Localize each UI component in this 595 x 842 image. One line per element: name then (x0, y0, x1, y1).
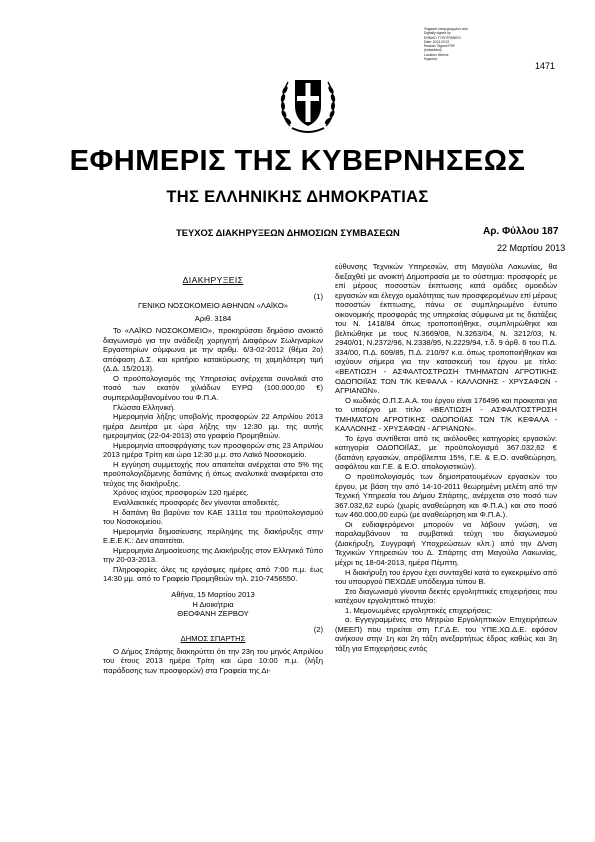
issue-series: ΤΕΥΧΟΣ ΔΙΑΚΗΡΥΞΕΩΝ ΔΗΜΟΣΙΩΝ ΣΥΜΒΑΣΕΩΝ (176, 227, 400, 238)
notice-organization: ΓΕΝΙΚΟ ΝΟΣΟΚΟΜΕΙΟ ΑΘΗΝΩΝ «ΛΑΪΚΟ» (138, 301, 288, 311)
signature-line: ΕΘΝΙΚΟ ΤΥΠΟΓΡΑΦΕΙΟ (424, 35, 461, 40)
notice-organization: ΔΗΜΟΣ ΣΠΑΡΤΗΣ (180, 634, 246, 644)
notice-paragraph: Ημερομηνία Δημοσίευσης της Διακήρυξης στον Ελληνικό Τύπο την 20-03-2013. (103, 545, 323, 565)
signatory-role: Η Διοικήτρια (192, 599, 234, 609)
notice-paragraph: Ο προϋπολογισμός της Υπηρεσίας ανέρχεται συνολικά στο ποσό των εκατόν χιλιάδων ΕΥΡΩ (100.000,00 €) συμπεριλαμβανομένου του Φ.Π.Α. (103, 373, 323, 403)
notice-paragraph: Ημερομηνία λήξης υποβολής προσφορών 22 Απριλίου 2013 ημέρα Δευτέρα με ώρα λήξης την 12:30 μμ. της αυτής ημερομηνίας (22-04-2013) στο γραφείο Προμηθειών. (103, 412, 323, 441)
notice-paragraph: Στο διαγωνισμό γίνονται δεκτές εργοληπτικές επιχειρήσεις που κατέχουν εργοληπτικό πτυχίο: (335, 586, 557, 606)
notice-paragraph: Χρόνος ισχύος προσφορών 120 ημέρες. (113, 488, 249, 498)
digital-signature-block (424, 27, 494, 61)
notice-paragraph: εύθυνσης Τεχνικών Υπηρεσιών, στη Μαγούλα Λακωνίας, θα διεξαχθεί με ανοικτή Δημοπρασία με το σύστημα: προσφορές με επί μέρους ποσοστών έκπτωσης κατά ομάδες ομοειδών εργασιών και έλεγχο ομαλότητας των προσφερομένων επί μέρους ποσοστών έκπτωσης, πάνω σε συμπληρωμένο έντυπο οικονομικής προσφοράς της υπηρεσίας σύμφωνα με τις διατάξεις του Ν. 1418/84 όπως τροποποιήθηκε, συμπληρώθηκε και βελτιώθηκε με τους Ν.3669/08, Ν.3263/04, Ν. 3212/03, Ν. 2940/01, Ν.2372/96, Ν.2338/95, Ν.2229/94, τ.δ. 9 άρθ. 6 του Π.Δ. 334/00, Π.Δ. 609/85, Π.Δ. 210/97 κ.α. όπως τροποποιήθηκαν και ισχύουν σήμερα για την κατασκευή του έργου με τίτλο: «ΒΕΛΤΙΩΣΗ - ΑΣΦΑΛΤΟΣΤΡΩΣΗ ΤΜΗΜΑΤΩΝ ΑΓΡΟΤΙΚΗΣ ΟΔΟΠΟΙΪΑΣ ΤΩΝ Τ/Κ ΚΕΦΑΛΑ - ΚΑΛΛΟΝΗΣ - ΧΡΥΣΑΦΩΝ - ΑΓΡΙΑΝΩΝ». (335, 262, 557, 396)
notice-paragraph: Ο Δήμος Σπάρτης διακηρύττει ότι την 23η του μηνός Απριλίου του έτους 2013 ημέρα Τρίτη και ώρα 10:00 π.μ. (λήξη παράδοσης των προσφορών) στα Γραφεία της Δι- (103, 646, 323, 675)
notice-arith: Αριθ. 3184 (194, 313, 232, 323)
issue-number: Αρ. Φύλλου 187 (483, 226, 559, 237)
notice-paragraph: Ο προϋπολογισμός των δημοπρατουμένων εργασιών του έργου, με βάση την από 14-10-2011 θεωρημένη μελέτη από την Τεχνική Υπηρεσία του Δήμου Σπάρτης, ανέρχεται στο ποσό των 367.032,62 ευρώ (χωρίς αναθεώρηση και Φ.Π.Α.) και στο ποσό των 460.000,00 ευρώ (με αναθεώρηση και Φ.Π.Α.). (335, 472, 557, 520)
notice-paragraph: Η διακήρυξη του έργου έχει συνταχθεί κατά το εγκεκριμένο από του υπουργού ΠΕΧΩΔΕ υπόδειγμα τύπου Β. (335, 567, 557, 587)
issue-date: 22 Μαρτίου 2013 (497, 243, 566, 253)
place-date: Αθήνα, 15 Μαρτίου 2013 (171, 589, 255, 599)
notice-ref: (1) (313, 291, 323, 301)
signature-line: Date: 2013.03.22 (424, 39, 450, 44)
notice-paragraph: α. Εγγεγραμμένες στο Μητρώο Εργοληπτικών Επιχειρήσεων (ΜΕΕΠ) που τηρείται στη Γ.Γ.Δ.Ε. του ΥΠΕ.ΧΩ.Δ.Ε. εφόσον ανήκουν στην 1η και 2η τάξη ανεξαρτήτως έδρας καθώς και 3η τάξη για Επιχειρήσεις εντός (335, 615, 557, 653)
notice-paragraph: Το έργο συντίθεται από τις ακόλουθες κατηγορίες εργασιών: κατηγορία ΟΔΟΠΟΙΪΑΣ, με προϋπολογισμό 367.032,62 € (δαπάνη εργασιών, απρόβλεπτα 15%, Γ.Ε. & Ε.Ο. αναθεώρηση, ασφάλτου και Γ.Ε. & Ε.Ο. απολογιστικών). (335, 433, 557, 472)
notice-paragraph: Εναλλακτικές προσφορές δεν γίνονται αποδεκτές. (113, 498, 280, 508)
left-column (103, 262, 323, 675)
notice-paragraph: Ο κωδικός Ο.Π.Σ.Α.Α. του έργου είναι 176496 και προκειται για το υποέργο με τίτλο «ΒΕΛΤΙΩΣΗ - ΑΣΦΑΛΤΟΣΤΡΩΣΗ ΤΜΗΜΑΤΩΝ ΑΓΡΟΤΙΚΗΣ ΟΔΟΠΟΙΪΑΣ ΤΩΝ Τ/Κ ΚΕΦΑΛΑ - ΚΑΛΛΟΝΗΣ - ΧΡΥΣΑΦΩΝ - ΑΓΡΙΑΝΩΝ». (335, 395, 557, 434)
notice-paragraph: Η δαπάνη θα βαρύνει τον ΚΑΕ 1311α του προϋπολογισμού του Νοσοκομείου. (103, 507, 323, 527)
signature-line: (embedded) (424, 48, 442, 53)
notice-paragraph: Πληροφορίες όλες τις εργάσιμες ημέρες από 7:00 π.μ. έως 14:30 μμ. από το Γραφείο Προμηθειών τηλ. 210-7456550. (103, 564, 323, 584)
right-column (335, 262, 557, 653)
gazette-title: ΕΦΗΜΕΡΙΣ ΤΗΣ ΚΥΒΕΡΝΗΣΕΩΣ (69, 145, 526, 177)
signature-line: Κηφισίας (424, 57, 438, 62)
signature-line: Ψηφιακά υπογεγραμμένο από (424, 27, 468, 31)
notice-paragraph: Το «ΛΑΪΚΟ ΝΟΣΟΚΟΜΕΙΟ», προκηρύσσει δημόσιο ανοικτό διαγωνισμό για την ανάδειξη χορηγητή Διαφόρων Σωληναρίων Εργαστηρίων σύμφωνα με την αριθμ. 6/3-02-2012 (θέμα 2ο) απόφαση Δ.Σ. και κριτήριο κατακύρωσης τη χαμηλότερη τιμή (Δ.Δ. 15/2013). (103, 326, 323, 374)
notice-paragraph: 1. Μεμονωμένες εργοληπτικές επιχειρήσεις: (345, 605, 493, 615)
gazette-subtitle: ΤΗΣ ΕΛΛΗΝΙΚΗΣ ΔΗΜΟΚΡΑΤΙΑΣ (166, 188, 429, 206)
page-number: 1471 (535, 61, 556, 71)
notice-paragraph: Η εγγύηση συμμετοχής που απαιτείται ανέρχεται στο 5% της προϋπολογιζόμενης δαπάνης ή όπως αναλυτικά αναφέρεται στο τεύχος της διακήρυξης. (103, 459, 323, 488)
notice-paragraph: Γλώσσα Ελληνική. (113, 402, 176, 412)
notice-paragraph: Ημερομηνία δημοσίευσης περίληψης της διακήρυξης στην Ε.Ε.Ε.Κ.: Δεν απαιτείται. (103, 526, 323, 546)
signatory-name: ΘΕΟΦΑΝΗ ΖΕΡΒΟΥ (177, 609, 249, 619)
notice-paragraph: Οι ενδιαφερόμενοι μπορούν να λάβουν γνώση, να παραλαμβάνουν τα συμβατικά τεύχη του διαγωνισμού (Διακήρυξη, Συγγραφή Υποχρεώσεων κλπ.) από την Δ/νση Τεχνικών Υπηρεσιών του Δ. Σπάρτης στη Μαγούλα Λακωνίας, μέχρι τις 18-04-2013, ημέρα Πέμπτη. (335, 519, 557, 567)
signature-line: Location: Athens (424, 52, 449, 57)
greek-coat-of-arms-icon (278, 68, 338, 138)
signature-line: Reason: Signed PDF (424, 44, 455, 49)
notice-ref: (2) (313, 624, 323, 634)
section-title: ΔΙΑΚΗΡΥΞΕΙΣ (182, 275, 244, 285)
signature-line: Digitally signed by (424, 31, 451, 36)
notice-paragraph: Ημερομηνία αποσφράγισης των προσφορών στις 23 Απριλίου 2013 ημέρα Τρίτη και ώρα 12:30 μ.μ. στο Λαϊκό Νοσοκομείο. (103, 440, 323, 460)
